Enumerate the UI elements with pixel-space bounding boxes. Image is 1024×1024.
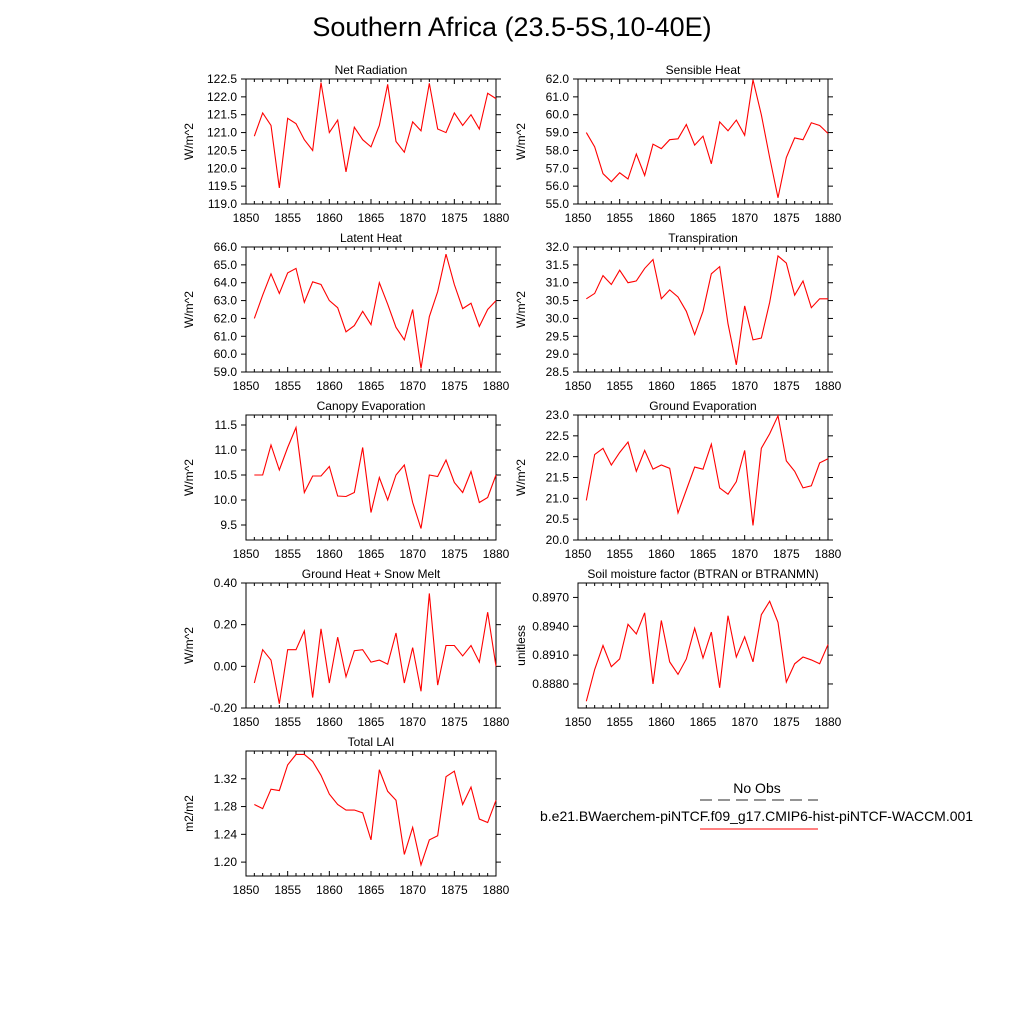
x-tick-label: 1880 xyxy=(482,715,510,729)
chart-panel-3 xyxy=(182,231,510,393)
y-tick-label: 120.5 xyxy=(206,143,237,158)
x-tick-label: 1870 xyxy=(731,715,759,729)
panel-title: Transpiration xyxy=(668,231,738,245)
y-tick-label: 21.5 xyxy=(545,470,569,485)
x-tick-label: 1850 xyxy=(564,547,592,561)
x-tick-label: 1865 xyxy=(357,379,385,393)
x-tick-label: 1860 xyxy=(647,715,675,729)
y-tick-label: 120.0 xyxy=(206,161,237,176)
chart-panel-2 xyxy=(514,63,842,225)
x-tick-label: 1880 xyxy=(482,547,510,561)
x-tick-label: 1850 xyxy=(232,715,260,729)
x-tick-label: 1870 xyxy=(399,547,427,561)
y-tick-label: 30.0 xyxy=(545,311,569,326)
x-tick-label: 1865 xyxy=(689,211,717,225)
x-tick-label: 1865 xyxy=(689,715,717,729)
chart-panel-4 xyxy=(514,231,842,393)
x-tick-label: 1855 xyxy=(606,379,634,393)
y-tick-label: 0.8940 xyxy=(532,619,569,634)
x-tick-label: 1855 xyxy=(274,547,302,561)
x-tick-label: 1860 xyxy=(315,211,343,225)
x-tick-label: 1865 xyxy=(689,547,717,561)
series-line xyxy=(586,256,828,365)
x-tick-label: 1870 xyxy=(399,715,427,729)
y-tick-label: 122.5 xyxy=(206,72,237,86)
y-tick-label: 58.0 xyxy=(545,143,569,158)
x-tick-label: 1865 xyxy=(689,379,717,393)
y-axis-label: unitless xyxy=(514,625,528,666)
x-tick-label: 1875 xyxy=(440,211,468,225)
y-tick-label: 23.0 xyxy=(545,408,569,422)
legend-case-label: b.e21.BWaerchem-piNTCF.f09_g17.CMIP6-hist-piNTCF-WACCM.001 xyxy=(540,808,974,824)
x-tick-label: 1855 xyxy=(606,715,634,729)
y-axis-label: W/m^2 xyxy=(514,123,528,160)
x-tick-label: 1860 xyxy=(647,211,675,225)
x-tick-label: 1875 xyxy=(772,547,800,561)
plot-frame xyxy=(578,583,828,708)
y-tick-label: 63.0 xyxy=(213,293,237,308)
y-tick-label: 57.0 xyxy=(545,161,569,176)
y-tick-label: 66.0 xyxy=(213,240,237,254)
y-tick-label: 0.8880 xyxy=(532,676,569,691)
y-tick-label: 61.0 xyxy=(545,89,569,104)
y-axis-label: W/m^2 xyxy=(182,123,196,160)
x-tick-label: 1875 xyxy=(440,379,468,393)
panel-title: Sensible Heat xyxy=(665,63,741,77)
x-tick-label: 1850 xyxy=(232,883,260,897)
x-tick-label: 1870 xyxy=(399,883,427,897)
chart-panel-6 xyxy=(514,399,842,561)
x-tick-label: 1865 xyxy=(357,883,385,897)
x-tick-label: 1870 xyxy=(731,547,759,561)
y-tick-label: 62.0 xyxy=(213,311,237,326)
x-tick-label: 1855 xyxy=(606,547,634,561)
x-tick-label: 1855 xyxy=(606,211,634,225)
y-tick-label: 1.20 xyxy=(213,855,237,870)
y-tick-label: 121.5 xyxy=(206,107,237,122)
y-tick-label: 55.0 xyxy=(545,197,569,211)
y-tick-label: 20.0 xyxy=(545,533,569,547)
x-tick-label: 1860 xyxy=(647,379,675,393)
x-tick-label: 1875 xyxy=(772,379,800,393)
y-tick-label: 28.5 xyxy=(545,365,569,379)
y-tick-label: 60.0 xyxy=(545,107,569,122)
y-tick-label: 122.0 xyxy=(206,89,237,104)
chart-panel-7 xyxy=(182,567,510,729)
x-tick-label: 1850 xyxy=(564,715,592,729)
y-tick-label: 21.0 xyxy=(545,491,569,506)
y-tick-label: 0.8970 xyxy=(532,590,569,605)
series-line xyxy=(586,601,828,701)
panel-title: Latent Heat xyxy=(339,231,403,245)
series-line xyxy=(254,428,496,529)
x-tick-label: 1850 xyxy=(564,379,592,393)
chart-panel-5 xyxy=(182,399,510,561)
plot-frame xyxy=(246,415,496,540)
y-tick-label: 0.8910 xyxy=(532,648,569,663)
y-tick-label: 20.5 xyxy=(545,512,569,527)
y-tick-label: 29.0 xyxy=(545,347,569,362)
x-tick-label: 1880 xyxy=(814,211,842,225)
x-tick-label: 1880 xyxy=(482,379,510,393)
y-axis-label: W/m^2 xyxy=(182,459,196,496)
y-tick-label: 11.5 xyxy=(214,418,237,432)
x-tick-label: 1880 xyxy=(482,211,510,225)
panel-title: Ground Evaporation xyxy=(649,399,757,413)
y-axis-label: W/m^2 xyxy=(514,459,528,496)
series-line xyxy=(586,416,828,526)
y-tick-label: 22.0 xyxy=(545,449,569,464)
y-tick-label: 10.0 xyxy=(213,493,237,507)
y-axis-label: W/m^2 xyxy=(514,291,528,328)
y-axis-label: W/m^2 xyxy=(182,291,196,328)
x-tick-label: 1860 xyxy=(315,379,343,393)
panel-title: Net Radiation xyxy=(334,63,408,77)
x-tick-label: 1880 xyxy=(814,379,842,393)
x-tick-label: 1855 xyxy=(274,883,302,897)
y-tick-label: 22.5 xyxy=(545,428,569,443)
y-tick-label: 60.0 xyxy=(213,347,237,362)
x-tick-label: 1850 xyxy=(564,211,592,225)
y-tick-label: 56.0 xyxy=(545,179,569,194)
series-line xyxy=(586,80,828,198)
y-tick-label: 11.0 xyxy=(214,443,237,457)
plot-frame xyxy=(246,751,496,876)
legend-obs-label: No Obs xyxy=(733,780,781,796)
x-tick-label: 1850 xyxy=(232,547,260,561)
plot-frame xyxy=(578,79,828,204)
x-tick-label: 1865 xyxy=(357,547,385,561)
y-tick-label: 10.5 xyxy=(213,468,237,482)
x-tick-label: 1850 xyxy=(232,379,260,393)
plot-frame xyxy=(246,247,496,372)
series-line xyxy=(254,83,496,188)
x-tick-label: 1860 xyxy=(315,883,343,897)
x-tick-label: 1870 xyxy=(731,379,759,393)
y-tick-label: 29.5 xyxy=(545,329,569,344)
y-tick-label: 65.0 xyxy=(213,257,237,272)
y-tick-label: 1.28 xyxy=(213,799,237,814)
x-tick-label: 1880 xyxy=(814,715,842,729)
plot-frame xyxy=(246,583,496,708)
x-tick-label: 1875 xyxy=(440,883,468,897)
chart-panel-9 xyxy=(182,735,510,897)
y-tick-label: 31.5 xyxy=(545,257,569,272)
y-tick-label: 9.5 xyxy=(220,518,237,532)
y-tick-label: 59.0 xyxy=(545,125,569,140)
x-tick-label: 1865 xyxy=(357,715,385,729)
x-tick-label: 1855 xyxy=(274,379,302,393)
series-line xyxy=(254,254,496,368)
x-tick-label: 1880 xyxy=(814,547,842,561)
x-tick-label: 1870 xyxy=(399,379,427,393)
y-tick-label: -0.20 xyxy=(209,701,237,715)
figure-title: Southern Africa (23.5-5S,10-40E) xyxy=(312,12,712,42)
x-tick-label: 1870 xyxy=(731,211,759,225)
y-tick-label: 0.20 xyxy=(213,617,237,632)
panel-title: Total LAI xyxy=(347,735,395,749)
y-axis-label: W/m^2 xyxy=(182,627,196,664)
y-tick-label: 119.5 xyxy=(207,179,237,194)
x-tick-label: 1855 xyxy=(274,211,302,225)
y-tick-label: 0.40 xyxy=(213,576,237,590)
y-tick-label: 30.5 xyxy=(545,293,569,308)
chart-panel-8 xyxy=(514,567,842,729)
y-tick-label: 61.0 xyxy=(213,329,237,344)
x-tick-label: 1850 xyxy=(232,211,260,225)
y-tick-label: 121.0 xyxy=(206,125,237,140)
x-tick-label: 1875 xyxy=(440,547,468,561)
y-tick-label: 59.0 xyxy=(213,365,237,379)
y-axis-label: m2/m2 xyxy=(182,795,196,832)
y-tick-label: 1.24 xyxy=(213,827,237,842)
y-tick-label: 62.0 xyxy=(545,72,569,86)
x-tick-label: 1875 xyxy=(440,715,468,729)
panel-title: Ground Heat + Snow Melt xyxy=(301,567,441,581)
y-tick-label: 0.00 xyxy=(213,659,237,674)
plot-frame xyxy=(578,415,828,540)
x-tick-label: 1870 xyxy=(399,211,427,225)
y-tick-label: 32.0 xyxy=(545,240,569,254)
x-tick-label: 1860 xyxy=(647,547,675,561)
panel-title: Soil moisture factor (BTRAN or BTRANMN) xyxy=(587,567,819,581)
x-tick-label: 1875 xyxy=(772,715,800,729)
x-tick-label: 1860 xyxy=(315,547,343,561)
x-tick-label: 1855 xyxy=(274,715,302,729)
panel-title: Canopy Evaporation xyxy=(316,399,426,413)
chart-panel-1 xyxy=(182,63,510,225)
series-line xyxy=(254,593,496,703)
plot-frame xyxy=(246,79,496,204)
series-line xyxy=(254,754,496,864)
x-tick-label: 1860 xyxy=(315,715,343,729)
y-tick-label: 31.0 xyxy=(545,275,569,290)
x-tick-label: 1865 xyxy=(357,211,385,225)
y-tick-label: 119.0 xyxy=(207,197,237,211)
y-tick-label: 1.32 xyxy=(213,771,237,786)
x-tick-label: 1875 xyxy=(772,211,800,225)
y-tick-label: 64.0 xyxy=(213,275,237,290)
x-tick-label: 1880 xyxy=(482,883,510,897)
